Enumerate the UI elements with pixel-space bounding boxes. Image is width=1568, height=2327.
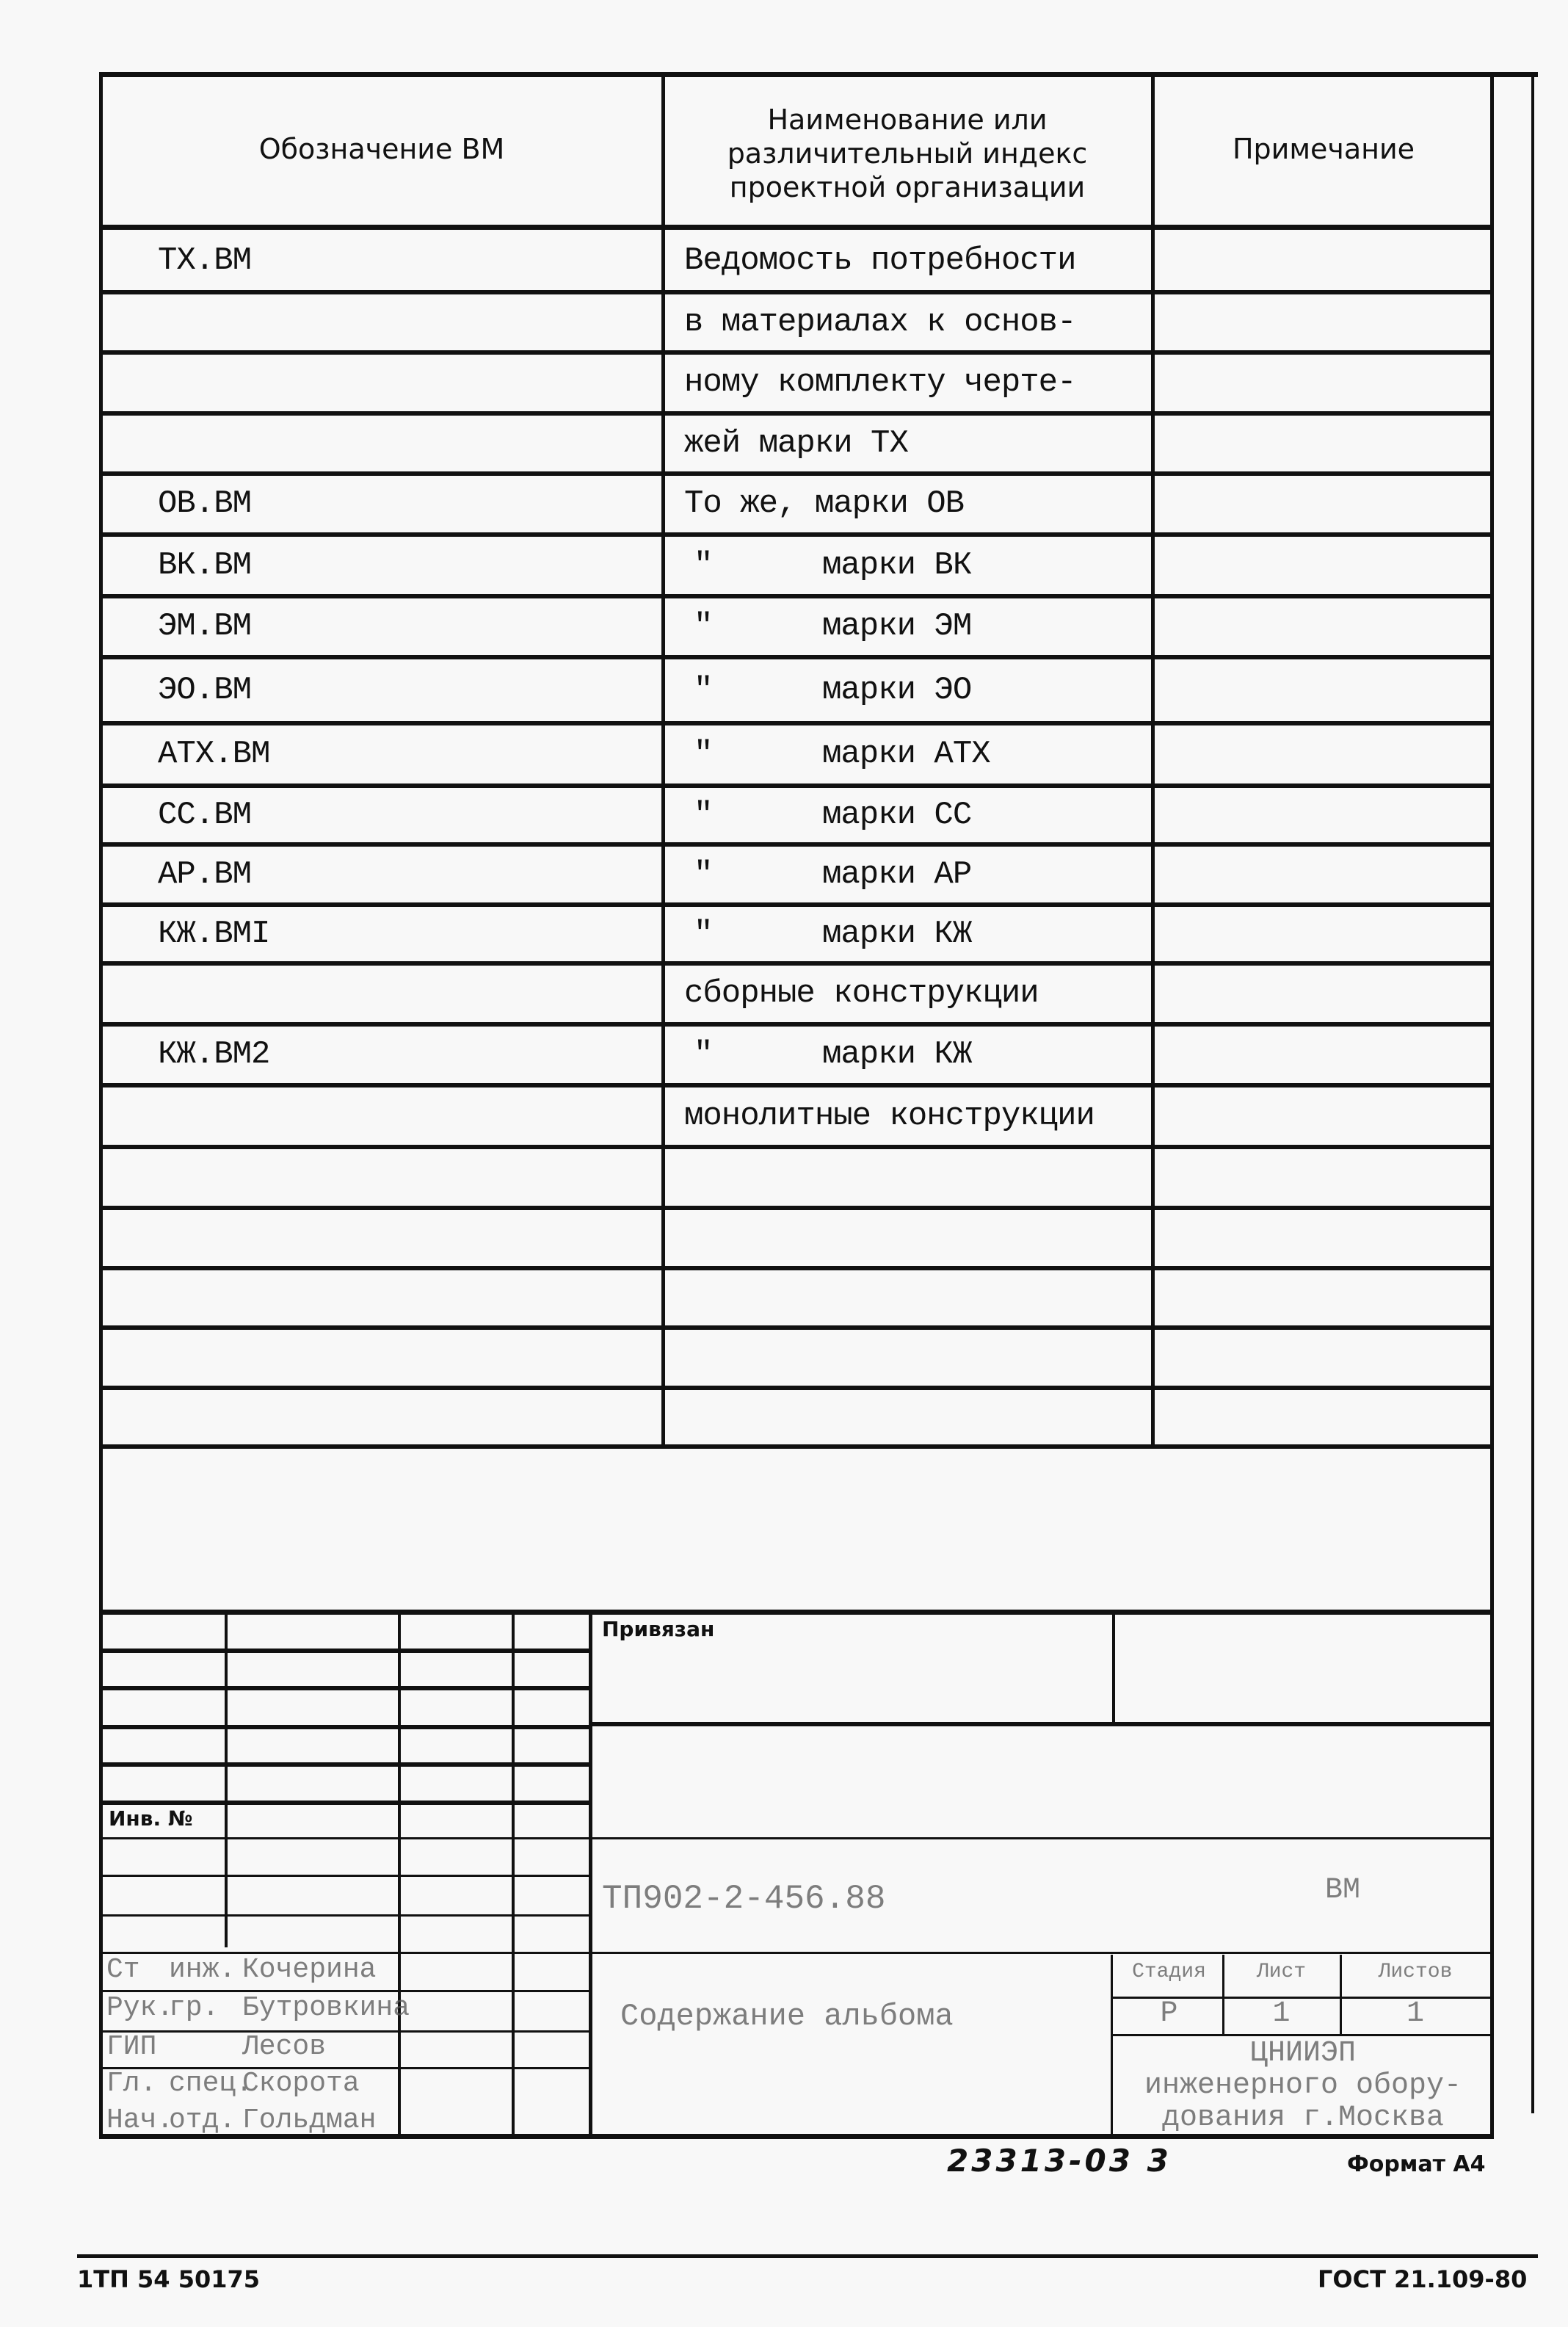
row-note <box>1167 1208 1490 1268</box>
column-divider <box>661 72 665 1449</box>
sheets-count-label: Листов <box>1378 1961 1453 1983</box>
sheet-label: Лист <box>1256 1961 1307 1983</box>
row-note <box>1167 535 1490 596</box>
grid-line <box>99 1762 591 1767</box>
grid-line <box>225 1610 228 1947</box>
row-name: То же, марки ОВ <box>684 485 965 522</box>
row-note <box>1167 292 1490 352</box>
signature-name: Кочерина <box>242 1954 377 1986</box>
row-designation <box>158 352 657 413</box>
row-name: ному комплекту черте- <box>684 364 1076 401</box>
organization-line: ЦНИИЭП <box>1249 2037 1357 2070</box>
row-designation: ВК.ВМ <box>158 547 252 584</box>
row-name: сборные конструкции <box>684 975 1039 1012</box>
row-ditto-mark: " <box>694 736 713 772</box>
row-ditto-mark: " <box>694 856 713 893</box>
grid-line <box>99 1914 591 1917</box>
row-name: марки АТХ <box>822 736 990 772</box>
row-name: жей марки ТХ <box>684 425 908 462</box>
row-designation <box>158 1147 657 1208</box>
signature-row <box>106 2104 376 2138</box>
signature-title: спец. <box>169 2068 253 2099</box>
grid-line <box>1111 2034 1492 2036</box>
format-label: Формат А4 <box>1347 2152 1486 2177</box>
archive-number: 23313-03 3 <box>947 2143 1172 2179</box>
row-name: марки ЭО <box>822 672 972 709</box>
row-note <box>1167 657 1490 723</box>
row-designation <box>158 1208 657 1268</box>
row-name: марки АР <box>822 856 972 893</box>
signature-name: Бутровкина <box>242 1992 410 2024</box>
row-name: монолитные конструкции <box>684 1098 1095 1134</box>
signature-name: Гольдман <box>242 2105 377 2136</box>
row-name: Ведомость потребности <box>684 242 1076 279</box>
gost-reference: ГОСТ 21.109-80 <box>1318 2265 1528 2293</box>
bound-label: Привязан <box>602 1617 715 1641</box>
document-mark: ВМ <box>1325 1874 1361 1907</box>
row-designation <box>158 1388 657 1447</box>
row-name: марки СС <box>822 797 972 833</box>
signature-row <box>106 1953 376 1987</box>
row-ditto-mark: " <box>694 547 713 584</box>
row-ditto-mark: " <box>694 672 713 709</box>
frame-left-border <box>99 72 103 2139</box>
organization-line: дования г.Москва <box>1161 2102 1445 2135</box>
row-note <box>1167 1328 1490 1388</box>
row-note <box>1167 786 1490 844</box>
row-designation <box>158 963 657 1024</box>
row-name <box>684 1328 1147 1388</box>
row-ditto-mark: " <box>694 608 713 645</box>
row-name: в материалах к основ- <box>684 304 1076 341</box>
title-block-top-border <box>99 1610 1494 1615</box>
stage-value: Р <box>1160 1997 1178 2030</box>
signature-role: Ст <box>106 1954 140 1986</box>
grid-line <box>1112 1610 1115 1723</box>
row-designation: ЭО.ВМ <box>158 672 252 709</box>
row-designation: ЭМ.ВМ <box>158 608 252 645</box>
row-designation <box>158 1268 657 1328</box>
row-note <box>1167 1388 1490 1447</box>
document-title: Содержание альбома <box>620 1999 954 2034</box>
signature-title: отд. <box>169 2105 236 2136</box>
row-designation: КЖ.ВМ2 <box>158 1036 270 1073</box>
header-note: Примечание <box>1232 133 1415 165</box>
row-note <box>1167 352 1490 413</box>
page-outer-border <box>1531 72 1534 2113</box>
row-designation: АТХ.ВМ <box>158 736 270 772</box>
row-note <box>1167 1268 1490 1328</box>
row-ditto-mark: " <box>694 916 713 952</box>
frame-right-border <box>1490 72 1494 2139</box>
row-name <box>684 1268 1147 1328</box>
row-note <box>1167 905 1490 963</box>
grid-line <box>99 1725 591 1729</box>
row-name <box>684 1388 1147 1447</box>
header-divider <box>99 225 1494 230</box>
grid-line <box>99 1649 591 1653</box>
footer-divider <box>77 2254 1538 2258</box>
signature-row <box>106 1991 410 2025</box>
row-name: марки ВК <box>822 547 972 584</box>
row-designation <box>158 1085 657 1147</box>
row-note <box>1167 474 1490 535</box>
grid-line <box>589 1722 1493 1726</box>
signature-row <box>106 2030 326 2064</box>
row-designation <box>158 413 657 474</box>
row-name: марки ЭМ <box>822 608 972 645</box>
row-note <box>1167 1147 1490 1208</box>
header-name-line: Наименование или <box>767 104 1048 136</box>
signature-title: гр. <box>169 1992 219 2024</box>
header-designation: Обозначение ВМ <box>258 133 505 165</box>
grid-line <box>99 1686 591 1690</box>
row-name <box>684 1208 1147 1268</box>
signature-role: Рук. <box>106 1992 174 2024</box>
signature-role: Нач. <box>106 2105 174 2136</box>
row-designation: КЖ.ВМI <box>158 916 270 952</box>
row-name: марки КЖ <box>822 916 972 952</box>
row-ditto-mark: " <box>694 797 713 833</box>
grid-line <box>99 1801 591 1805</box>
signature-role: Гл. <box>106 2068 157 2099</box>
row-note <box>1167 723 1490 786</box>
signature-name: Скорота <box>242 2068 360 2099</box>
grid-line <box>1111 1955 1113 2135</box>
row-designation <box>158 292 657 352</box>
inventory-number-label: Инв. № <box>109 1806 193 1831</box>
row-designation: ОВ.ВМ <box>158 485 252 522</box>
document-code: ТП902-2-456.88 <box>602 1880 886 1918</box>
row-note <box>1167 844 1490 905</box>
row-designation: АР.ВМ <box>158 856 252 893</box>
column-divider <box>1151 72 1155 1449</box>
frame-top-border <box>99 72 1538 77</box>
signature-title: инж. <box>169 1954 236 1986</box>
sheet-value: 1 <box>1272 1997 1291 2030</box>
row-note <box>1167 963 1490 1024</box>
header-name-line: различительный индекс <box>727 137 1088 170</box>
row-note <box>1167 413 1490 474</box>
organization-line: инженерного обору- <box>1144 2069 1462 2102</box>
row-name <box>684 1147 1147 1208</box>
archive-code: 1ТП 54 50175 <box>77 2265 261 2293</box>
row-designation: ТХ.ВМ <box>158 242 252 279</box>
row-ditto-mark: " <box>694 1036 713 1073</box>
signature-name: Лесов <box>242 2031 327 2063</box>
organization <box>1116 2038 1490 2135</box>
row-note <box>1167 1024 1490 1085</box>
row-note <box>1167 230 1490 292</box>
stage-label: Стадия <box>1132 1961 1206 1983</box>
header-name-line: проектной организации <box>729 171 1086 203</box>
row-note <box>1167 1085 1490 1147</box>
row-note <box>1167 596 1490 657</box>
header-name <box>665 103 1150 204</box>
row-designation <box>158 1328 657 1388</box>
grid-line <box>99 1875 591 1877</box>
grid-line <box>99 1837 1494 1839</box>
row-designation: СС.ВМ <box>158 797 252 833</box>
row-name: марки КЖ <box>822 1036 972 1073</box>
signature-row <box>106 2067 360 2101</box>
sheets-count-value: 1 <box>1406 1997 1424 2030</box>
signature-role: ГИП <box>106 2031 157 2063</box>
